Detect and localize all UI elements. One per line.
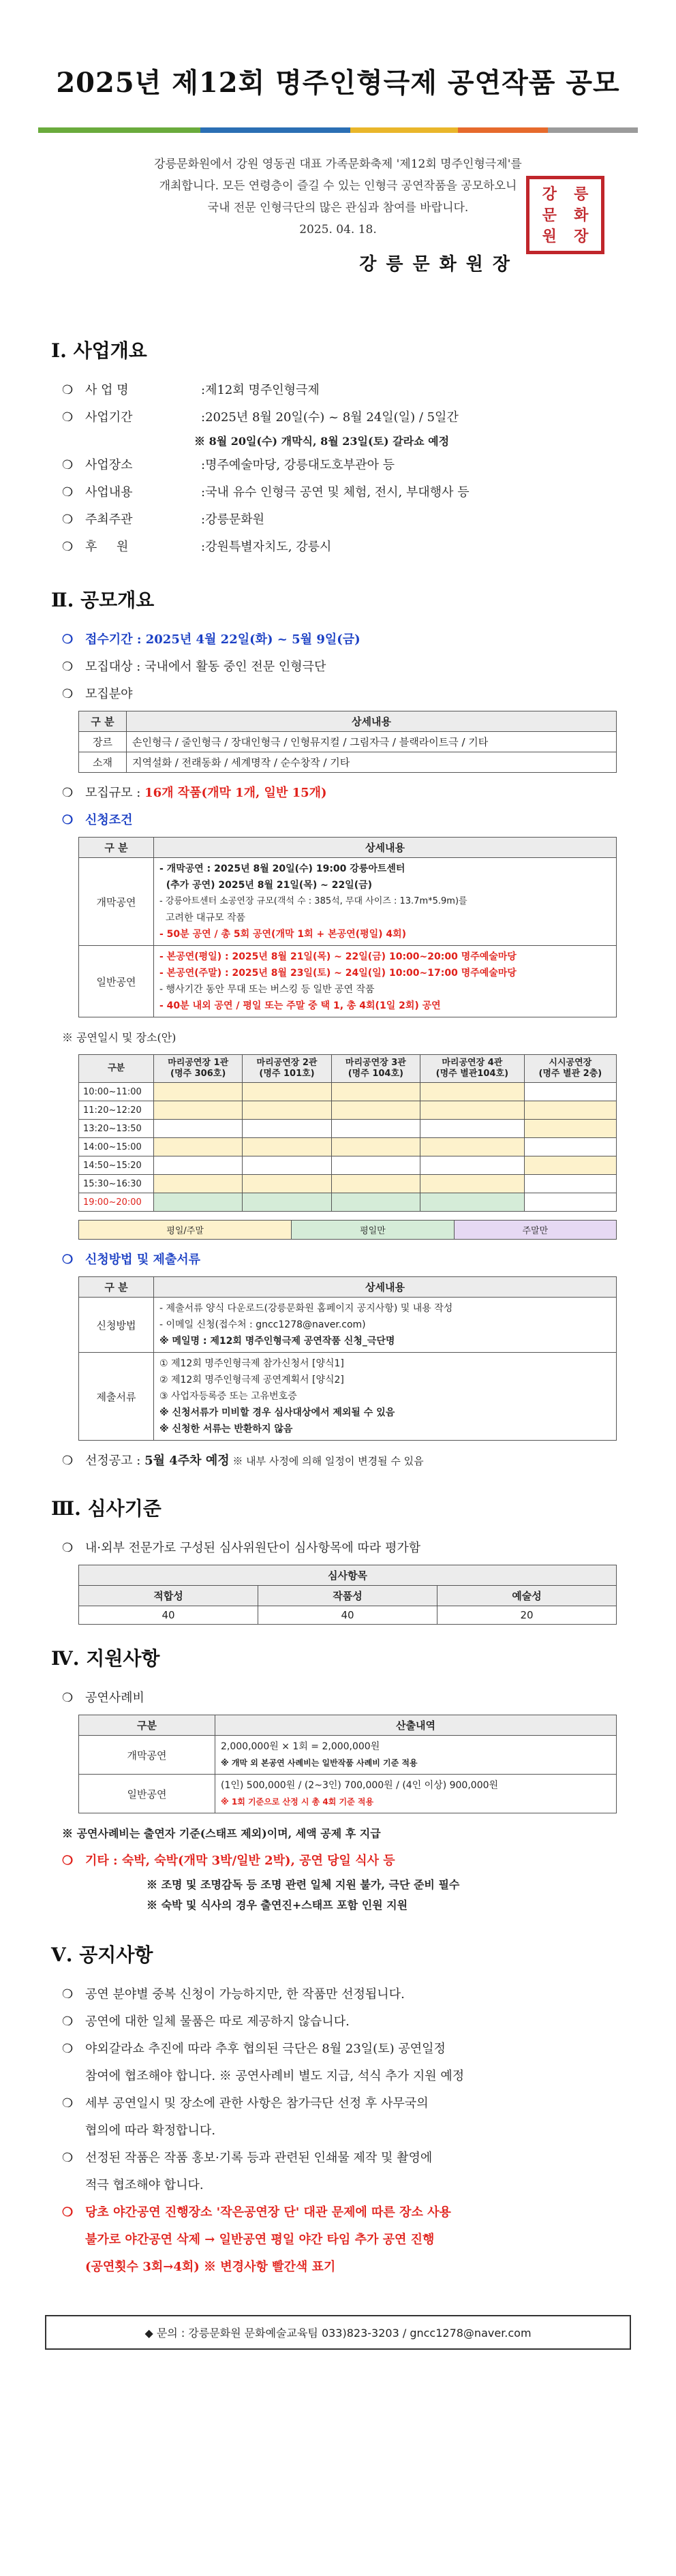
color-bar-segment: [38, 127, 200, 133]
notice-item-cont: 적극 협조해야 합니다.: [85, 2178, 204, 2192]
table-row: [79, 752, 617, 773]
condition-table-wrap: [78, 837, 630, 1017]
table-cell: 지역설화 / 전래동화 / 세계명작 / 순수창작 / 기타: [127, 752, 617, 773]
table-cell: (1인) 500,000원 / (2~3인) 700,000원 / (4인 이상) 900,000원 ※ 1회 기준으로 산정 시 총 4회 기준 적용: [215, 1775, 617, 1813]
etc-item: ❍ 기타 : 숙박, 숙박(개막 3박/일반 2박), 공연 당일 식사 등: [62, 1854, 395, 1868]
time-cell: 14:00~15:00: [79, 1138, 154, 1156]
criteria-table-wrap: [78, 1565, 630, 1625]
color-bar-segment: [200, 127, 350, 133]
section-title: Ⅲ. 심사기준: [51, 1497, 162, 1520]
apply-table-wrap: [78, 1276, 630, 1441]
table-row: [79, 858, 617, 946]
table-row: [79, 1156, 617, 1175]
table-header: 상세내용: [154, 838, 617, 858]
scale-item: ❍ 모집규모 : 16개 작품(개막 1개, 일반 15개): [62, 786, 327, 800]
intro-line: 국내 전문 인형극단의 많은 관심과 참여를 바랍니다.: [207, 201, 469, 215]
target-item: ❍ 모집대상 : 국내에서 활동 중인 전문 인형극단: [62, 660, 326, 674]
page-title: 2025년 제12회 명주인형극제 공연작품 공모: [56, 67, 620, 99]
time-cell: 19:00~20:00: [79, 1193, 154, 1212]
section-call: [51, 585, 630, 1475]
color-bar-segment: [548, 127, 638, 133]
table-header: 상세내용: [154, 1277, 617, 1298]
notice-item-cont: 협의에 따라 확정합니다.: [85, 2123, 216, 2138]
fee-table-wrap: [78, 1715, 630, 1813]
time-cell: 10:00~11:00: [79, 1083, 154, 1101]
intro-line: 강릉문화원에서 강원 영동권 대표 가족문화축제 '제12회 명주인형극제'를: [154, 157, 522, 171]
criteria-table: [78, 1565, 617, 1625]
table-cell: 20: [437, 1606, 617, 1625]
overview-note: ※ 8월 20일(수) 개막식, 8월 23일(토) 갈라쇼 예정: [194, 435, 450, 448]
table-row: [79, 1298, 617, 1353]
field-table: [78, 711, 617, 773]
table-header: 산출내역: [215, 1715, 617, 1736]
condition-table: [78, 837, 617, 1017]
overview-item: ❍ 사 업 명 : 제12회 명주인형극제: [62, 383, 320, 397]
section-title: Ⅴ. 공지사항: [51, 1944, 153, 1966]
section-notice: [51, 1940, 630, 2281]
apply-item: ❍ 신청방법 및 제출서류: [62, 1253, 201, 1267]
table-row: [79, 1120, 617, 1138]
email-link[interactable]: - 이메일 신청(접수처 : gncc1278@naver.com): [159, 1319, 366, 1330]
notice-item-cont: 불가로 야간공연 삭제 → 일반공연 평일 야간 타임 추가 공연 진행: [85, 2233, 435, 2247]
color-bar: [38, 127, 638, 133]
field-item: ❍ 모집분야: [62, 687, 133, 701]
table-cell: 일반공연: [79, 1775, 215, 1813]
announce-item: ❍ 선정공고 : 5월 4주차 예정 ※ 내부 사정에 의해 일정이 변경될 수 있음: [62, 1454, 424, 1468]
section-title: Ⅱ. 공모개요: [51, 589, 155, 611]
overview-item: ❍ 사업내용 : 국내 유수 인형극 공연 및 체험, 전시, 부대행사 등: [62, 485, 470, 500]
table-header: 상세내용: [127, 711, 617, 732]
etc-note: ※ 조명 및 조명감독 등 조명 관련 일체 지원 불가, 극단 준비 필수: [147, 1878, 460, 1891]
official-seal: 강 릉 문 화 원 장: [526, 176, 604, 254]
time-cell: 13:20~13:50: [79, 1120, 154, 1138]
overview-item: ❍ 사업기간 : 2025년 8월 20일(수) ~ 8월 24일(일) / 5일간: [62, 410, 459, 425]
table-cell: - 개막공연 : 2025년 8월 20일(수) 19:00 강릉아트센터 (추가 공연) 2025년 8월 21일(목) ~ 22일(금) - 강릉아트센터 소공연장 규모(객석 수 : 385석, 무대 사이즈 : 13.7m*5.9m)를 고려한 대규모 작품 - 50분 공연 / 총 5회 공연(개막 1회 + 본공연(평일) 4회): [154, 858, 617, 946]
table-cell: 신청방법: [79, 1298, 154, 1353]
legend-both: 평일/주말: [79, 1221, 292, 1240]
notice-item: ❍ 야외갈라쇼 추진에 따라 추후 협의된 극단은 8월 23일(토) 공연일정: [62, 2042, 446, 2056]
condition-item: ❍ 신청조건: [62, 813, 133, 827]
table-cell: 개막공연: [79, 1736, 215, 1775]
table-header: 작품성: [258, 1586, 437, 1606]
table-cell: 40: [258, 1606, 437, 1625]
section-support: [51, 1644, 630, 1916]
field-table-wrap: [78, 711, 630, 773]
table-row: [79, 1606, 617, 1625]
table-cell: 소재: [79, 752, 127, 773]
table-header: 심사항목: [79, 1565, 617, 1586]
notice-date: 2025. 04. 18.: [299, 223, 377, 236]
table-row: [79, 1353, 617, 1441]
table-row: [79, 1775, 617, 1813]
notice-item: ❍ 공연 분야별 중복 신청이 가능하지만, 한 작품만 선정됩니다.: [62, 1987, 405, 2002]
apply-table: [78, 1276, 617, 1441]
table-row: [79, 1138, 617, 1156]
table-header: 마리공연장 3관 (명주 104호): [331, 1055, 420, 1083]
notice-item: ❍ 세부 공연일시 및 장소에 관한 사항은 참가극단 선정 후 사무국의: [62, 2096, 429, 2111]
overview-item: ❍ 후 원 : 강원특별자치도, 강릉시: [62, 540, 332, 554]
table-header: 마리공연장 2관 (명주 101호): [243, 1055, 331, 1083]
section-title: Ⅰ. 사업개요: [51, 339, 147, 362]
table-header: 시시공연장 (명주 별관 2층): [524, 1055, 616, 1083]
overview-item: ❍ 사업장소 : 명주예술마당, 강릉대도호부관아 등: [62, 458, 395, 472]
criteria-text: ❍ 내·외부 전문가로 구성된 심사위원단이 심사항목에 따라 평가함: [62, 1541, 421, 1555]
legend-weekend: 주말만: [454, 1221, 616, 1240]
notice-item-cont: 참여에 협조해야 합니다. ※ 공연사례비 별도 지급, 석식 추가 지원 예정: [85, 2069, 465, 2083]
table-cell: 2,000,000원 × 1회 = 2,000,000원 ※ 개막 외 본공연 사례비는 일반작품 사례비 기준 적용: [215, 1736, 617, 1775]
period-item: ❍ 접수기간 : 2025년 4월 22일(화) ~ 5월 9일(금): [62, 632, 360, 647]
notice-item: ❍ 선정된 작품은 작품 홍보·기록 등과 관련된 인쇄물 제작 및 촬영에: [62, 2151, 433, 2165]
table-row: [79, 1736, 617, 1775]
section-title: Ⅳ. 지원사항: [51, 1647, 160, 1670]
color-bar-segment: [350, 127, 458, 133]
table-header: 예술성: [437, 1586, 617, 1606]
time-cell: 11:20~12:20: [79, 1101, 154, 1120]
table-cell: 손인형극 / 줄인형극 / 장대인형극 / 인형뮤지컬 / 그림자극 / 블랙라이트극 / 기타: [127, 732, 617, 752]
table-header: 적합성: [79, 1586, 258, 1606]
schedule-table: [78, 1054, 617, 1212]
notice-item: ❍ 공연에 대한 일체 물품은 따로 제공하지 않습니다.: [62, 2014, 350, 2029]
table-cell: 개막공연: [79, 858, 154, 946]
table-header: 마리공연장 1관 (명주 306호): [154, 1055, 243, 1083]
table-cell: 장르: [79, 732, 127, 752]
table-cell: ① 제12회 명주인형극제 참가신청서 [양식1] ② 제12회 명주인형극제 공연계획서 [양식2] ③ 사업자등록증 또는 고유번호증 ※ 신청서류가 미비할 경우 심사대상에서 제외될 수 있음 ※ 신청한 서류는 반환하지 않음: [154, 1353, 617, 1441]
table-cell: 40: [79, 1606, 258, 1625]
table-cell: - 본공연(평일) : 2025년 8월 21일(목) ~ 22일(금) 10:00~20:00 명주예술마당 - 본공연(주말) : 2025년 8월 23일(토) ~ 24일(일) 10:00~17:00 명주예술마당 - 행사기간 동안 무대 또는 버스킹 등 일반 공연 작품 - 40분 내외 공연 / 평일 또는 주말 중 택 1, 총 4회(1일 2회) 공연: [154, 946, 617, 1017]
table-row: [79, 1083, 617, 1101]
schedule-legend: [78, 1220, 617, 1240]
table-header: 구 분: [79, 711, 127, 732]
table-header: 마리공연장 4관 (명주 별관104호): [420, 1055, 525, 1083]
intro-line: 개최합니다. 모든 연령층이 즐길 수 있는 인형극 공연작품을 공모하오니: [159, 179, 517, 193]
table-header: 구 분: [79, 1277, 154, 1298]
color-bar-segment: [458, 127, 548, 133]
table-header: 구분: [79, 1715, 215, 1736]
table-row: [79, 1193, 617, 1212]
table-header: 구 분: [79, 838, 154, 858]
schedule-table-wrap: [78, 1054, 630, 1240]
legend-weekday: 평일만: [292, 1221, 454, 1240]
contact-footer: ◆ 문의 : 강릉문화원 문화예술교육팀 033)823-3203 / gncc1278@naver.com: [45, 2315, 631, 2350]
notice-item-cont: (공연횟수 3회→4회) ※ 변경사항 빨간색 표기: [85, 2260, 336, 2274]
organization-name: 강릉문화원장: [359, 254, 519, 275]
fee-table: [78, 1715, 617, 1813]
table-row: [79, 946, 617, 1017]
schedule-note: ※ 공연일시 및 장소(안): [62, 1031, 176, 1044]
fee-item: ❍ 공연사례비: [62, 1691, 144, 1705]
time-cell: 14:50~15:20: [79, 1156, 154, 1175]
notice-item-changed: ❍ 당초 야간공연 진행장소 '작은공연장 단' 대관 문제에 따른 장소 사용: [62, 2205, 451, 2220]
fee-note: ※ 공연사례비는 출연자 기준(스태프 제외)이며, 세액 공제 후 지급: [62, 1827, 381, 1840]
table-row: [79, 732, 617, 752]
time-cell: 15:30~16:30: [79, 1175, 154, 1193]
table-cell: 일반공연: [79, 946, 154, 1017]
table-header: 구분: [79, 1055, 154, 1083]
section-overview: [51, 336, 630, 561]
overview-item: ❍ 주최주관 : 강릉문화원: [62, 512, 265, 527]
section-criteria: [51, 1494, 630, 1625]
table-row: [79, 1101, 617, 1120]
table-cell: - 제출서류 양식 다운로드(강릉문화원 홈페이지 공지사항) 및 내용 작성 - 이메일 신청(접수처 : gncc1278@naver.com) ※ 메일명 : 제12회 명주인형극제 공연작품 신청_극단명: [154, 1298, 617, 1353]
table-row: [79, 1175, 617, 1193]
table-cell: 제출서류: [79, 1353, 154, 1441]
etc-note: ※ 숙박 및 식사의 경우 출연진+스태프 포함 인원 지원: [147, 1899, 408, 1912]
